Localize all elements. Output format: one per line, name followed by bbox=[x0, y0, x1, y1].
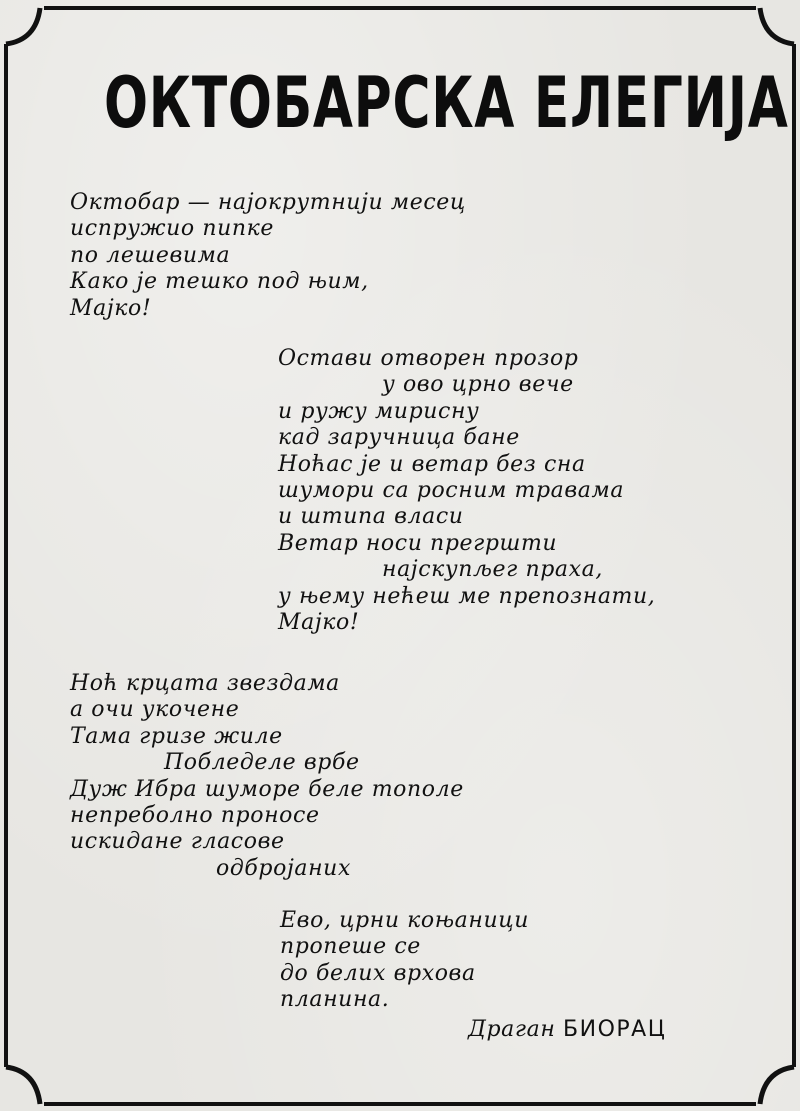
poem-line: најскупљег праха, bbox=[382, 557, 603, 583]
poem-line: пропеше се bbox=[280, 934, 421, 960]
stanza-1 bbox=[70, 190, 466, 322]
poem-line: у њему нећеш ме препознати, bbox=[278, 583, 656, 609]
poem-line: испружио пипке bbox=[70, 216, 274, 242]
poem-line: Како је тешко под њим, bbox=[70, 269, 369, 295]
poem-line: одбројаних bbox=[216, 855, 351, 881]
poem-line: непреболно проносе bbox=[70, 803, 320, 829]
poem-line: Тама гризе жиле bbox=[70, 723, 283, 749]
poem-line: и штипа власи bbox=[278, 504, 464, 530]
poem-line: планина. bbox=[280, 987, 390, 1013]
stanza-2 bbox=[278, 346, 655, 636]
poem-line: Ево, црни коњаници bbox=[280, 908, 529, 933]
poem-line: Ветар носи прегршти bbox=[278, 530, 558, 556]
poem-line: до белих врхова bbox=[280, 960, 476, 986]
poem-line: по лешевима bbox=[70, 242, 231, 268]
stanza-4 bbox=[280, 908, 529, 1014]
poem-line: Побледеле врбе bbox=[164, 750, 360, 776]
poem-line: Ноћас је и ветар без сна bbox=[278, 451, 586, 477]
poem-line: Октобар — најокрутнији месец bbox=[70, 190, 466, 215]
poem-line: Мајко! bbox=[70, 295, 152, 321]
poem-line: искидане гласове bbox=[70, 829, 285, 855]
author-first-name: Драган bbox=[468, 1017, 556, 1042]
author-surname: БИОРАЦ bbox=[563, 1017, 667, 1042]
poem-line: Остави отворен прозор bbox=[278, 346, 579, 371]
poem-line: шумори са росним травама bbox=[278, 478, 625, 504]
author-signature bbox=[468, 1016, 666, 1044]
poem-line: а очи укочене bbox=[70, 697, 240, 723]
stanza-3 bbox=[70, 671, 464, 882]
poem-line: Ноћ крцата звездама bbox=[70, 671, 340, 696]
poem-title: ОКТОБАРСКА ЕЛЕГИЈА bbox=[104, 62, 789, 144]
poem-line: Мајко! bbox=[278, 610, 360, 636]
poem-line: у ово црно вече bbox=[382, 372, 574, 398]
poem-line: Дуж Ибра шуморе беле тополе bbox=[70, 776, 464, 802]
poem-line: и ружу мирисну bbox=[278, 398, 480, 424]
poem-line: кад заручница бане bbox=[278, 425, 520, 451]
